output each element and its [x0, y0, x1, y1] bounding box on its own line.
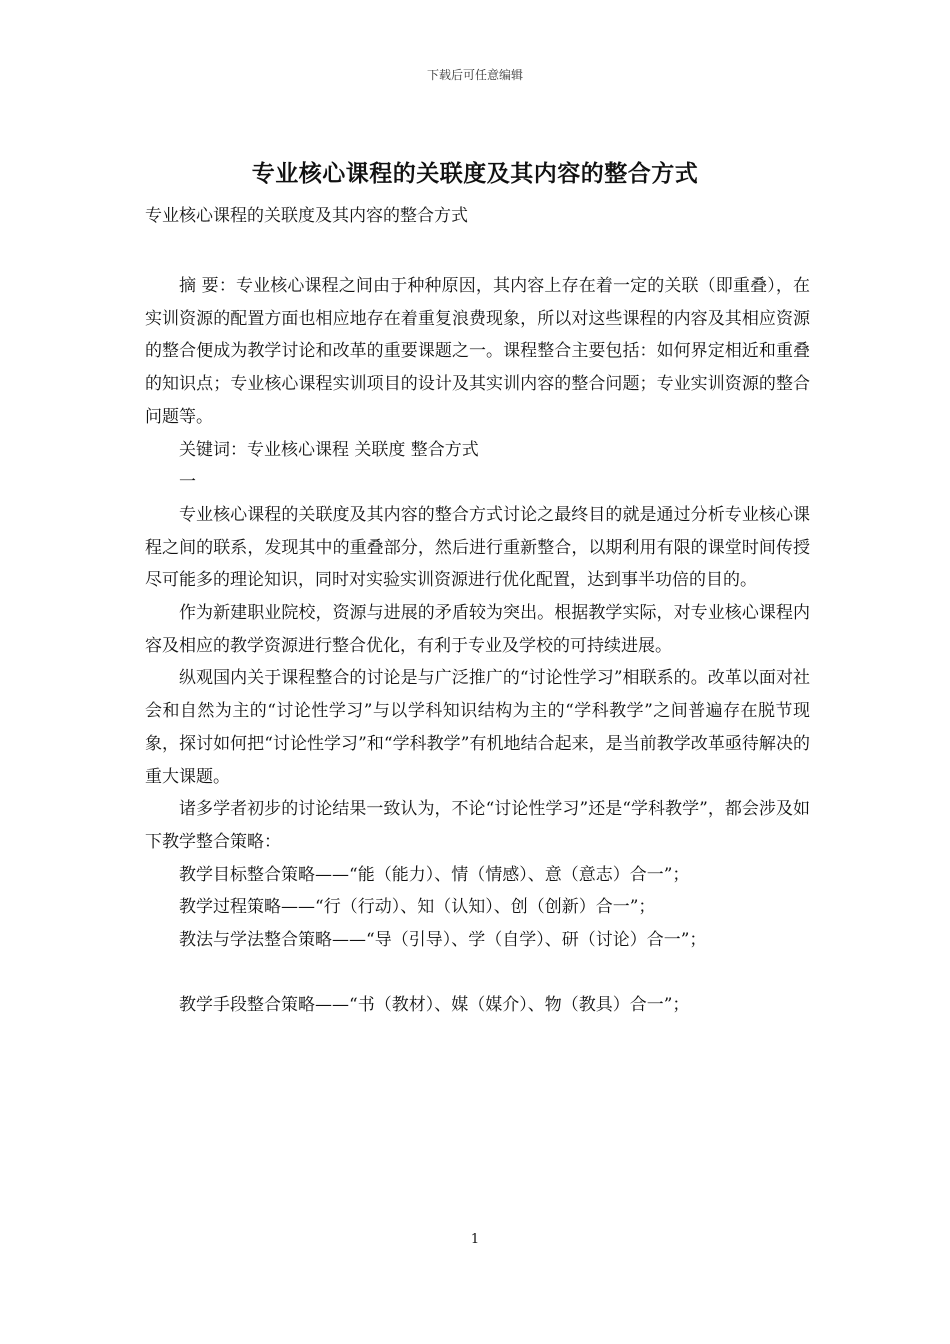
- document-body: [145, 270, 810, 1021]
- strategy-item: 教法与学法整合策略——“导（引导）、学（自学）、研（讨论）合一”；: [179, 930, 707, 951]
- keywords-paragraph: 关键词：专业核心课程 关联度 整合方式: [179, 439, 479, 460]
- page-number: 1: [470, 1232, 480, 1247]
- strategy-item: 教学目标整合策略——“能（能力）、情（情感）、意（意志）合一”；: [179, 864, 690, 885]
- body-paragraph: 诸多学者初步的讨论结果一致认为，不论“讨论性学习”还是“学科教学”，都会涉及如下教学整合策略：: [145, 799, 810, 852]
- body-paragraph: 作为新建职业院校，资源与进展的矛盾较为突出。根据教学实际，对专业核心课程内容及相应的教学资源进行整合优化，有利于专业及学校的可持续进展。: [145, 603, 810, 656]
- abstract-paragraph: 摘 要：专业核心课程之间由于种种原因，其内容上存在着一定的关联（即重叠），在实训资源的配置方面也相应地存在着重复浪费现象，所以对这些课程的内容及其相应资源的整合便成为教学讨论和改革的重要课题之一。课程整合主要包括：如何界定相近和重叠的知识点；专业核心课程实训项目的设计及其实训内容的整合问题；专业实训资源的整合问题等。: [145, 276, 810, 427]
- document-title: 专业核心课程的关联度及其内容的整合方式: [251, 160, 699, 187]
- body-paragraph: 纵观国内关于课程整合的讨论是与广泛推广的“讨论性学习”相联系的。改革以面对社会和自然为主的“讨论性学习”与以学科知识结构为主的“学科教学”之间普遍存在脱节现象，探讨如何把“讨论性学习”和“学科教学”有机地结合起来，是当前教学改革亟待解决的重大课题。: [145, 668, 810, 787]
- section-heading: 一: [179, 472, 196, 493]
- strategy-item: 教学手段整合策略——“书（教材）、媒（媒介）、物（教具）合一”；: [179, 994, 690, 1015]
- body-paragraph: 专业核心课程的关联度及其内容的整合方式讨论之最终目的就是通过分析专业核心课程之间的联系，发现其中的重叠部分，然后进行重新整合，以期利用有限的课堂时间传授尽可能多的理论知识，同时对实验实训资源进行优化配置，达到事半功倍的目的。: [145, 504, 810, 591]
- strategy-item: 教学过程策略——“行（行动）、知（认知）、创（创新）合一”；: [179, 897, 656, 918]
- document-subtitle: 专业核心课程的关联度及其内容的整合方式: [145, 206, 468, 226]
- page-header: 下载后可任意编辑: [426, 68, 523, 82]
